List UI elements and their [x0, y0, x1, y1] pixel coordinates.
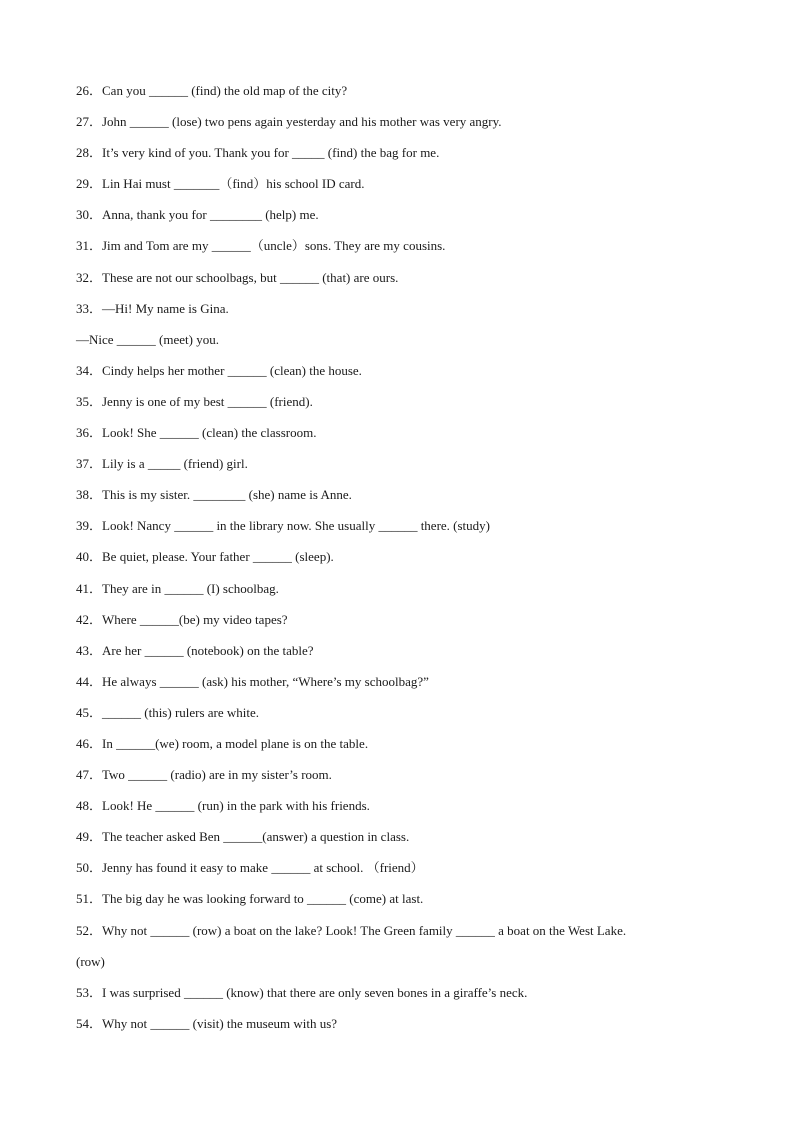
exercise-line: 49．The teacher asked Ben ______(answer) a question in class.: [76, 829, 410, 845]
exercise-line: 39．Look! Nancy ______ in the library now. She usually ______ there. (study): [76, 518, 491, 534]
exercise-line: 36．Look! She ______ (clean) the classroom.: [76, 425, 317, 441]
exercise-line: 42．Where ______(be) my video tapes?: [76, 611, 288, 627]
exercise-line: 27．John ______ (lose) two pens again yesterday and his mother was very angry.: [76, 114, 502, 130]
exercise-line: 38．This is my sister. ________ (she) name is Anne.: [76, 487, 352, 503]
exercise-line: 32．These are not our schoolbags, but ______ (that) are ours.: [76, 269, 399, 285]
exercise-line: 31．Jim and Tom are my ______（uncle）sons. They are my cousins.: [76, 238, 446, 254]
exercise-line: 48．Look! He ______ (run) in the park with his friends.: [76, 798, 370, 814]
exercise-line: 28．It’s very kind of you. Thank you for _____ (find) the bag for me.: [76, 145, 440, 161]
exercise-line: 43．Are her ______ (notebook) on the table?: [76, 642, 314, 658]
exercise-line: 29．Lin Hai must _______（find）his school ID card.: [76, 176, 365, 192]
exercise-line: 44．He always ______ (ask) his mother, “Where’s my schoolbag?”: [76, 673, 429, 689]
exercise-line: 33．—Hi! My name is Gina.: [76, 300, 229, 316]
exercise-line: 35．Jenny is one of my best ______ (friend).: [76, 393, 313, 409]
exercise-line: —Nice ______ (meet) you.: [76, 331, 219, 347]
exercise-line: 41．They are in ______ (I) schoolbag.: [76, 580, 279, 596]
exercise-line: 40．Be quiet, please. Your father ______ (sleep).: [76, 549, 334, 565]
exercise-line: (row): [76, 953, 105, 969]
exercise-line: 45．______ (this) rulers are white.: [76, 704, 260, 720]
exercise-line: 30．Anna, thank you for ________ (help) me.: [76, 207, 319, 223]
exercise-line: 46．In ______(we) room, a model plane is on the table.: [76, 735, 369, 751]
exercise-line: 37．Lily is a _____ (friend) girl.: [76, 456, 248, 472]
exercise-line: 47．Two ______ (radio) are in my sister’s room.: [76, 767, 332, 783]
exercise-line: 50．Jenny has found it easy to make ______ at school. （friend）: [76, 860, 424, 876]
exercise-line: 26．Can you ______ (find) the old map of the city?: [76, 83, 348, 98]
exercise-line: 52．Why not ______ (row) a boat on the lake? Look! The Green family ______ a boat on the West Lake.: [76, 922, 627, 938]
exercise-line: 34．Cindy helps her mother ______ (clean) the house.: [76, 362, 362, 378]
exercise-line: 53．I was surprised ______ (know) that there are only seven bones in a giraffe’s neck.: [76, 984, 528, 1000]
exercise-line: 51．The big day he was looking forward to ______ (come) at last.: [76, 891, 424, 907]
exercise-list: [76, 80, 736, 1044]
exercise-line: 54．Why not ______ (visit) the museum with us?: [76, 1015, 338, 1031]
